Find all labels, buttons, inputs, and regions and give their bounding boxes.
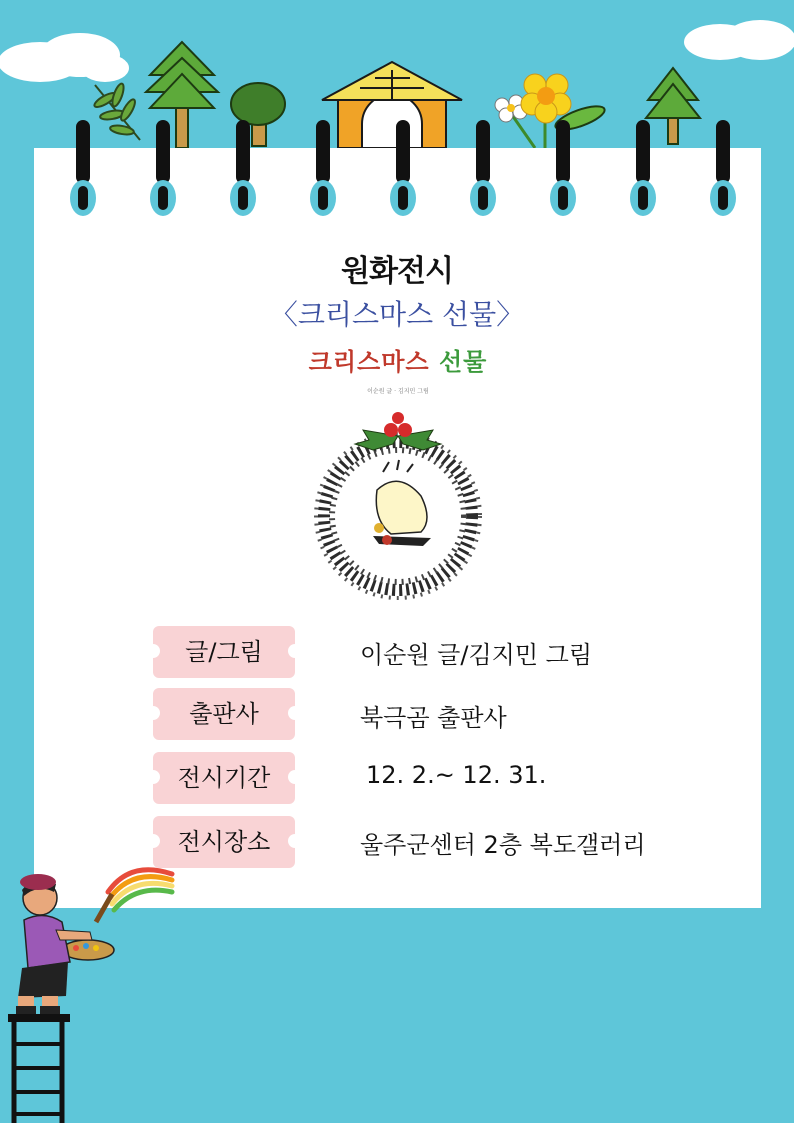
book-cover-title-part1: 크리스마스 [308, 348, 439, 376]
label-period: 전시기간 [153, 752, 295, 804]
book-cover-title [303, 342, 493, 377]
book-cover [303, 338, 493, 620]
painter-illustration [0, 850, 190, 1123]
fern-plant [93, 82, 140, 140]
book-cover-credit: 이순원 글 · 김지민 그림 [367, 388, 429, 395]
cloud-right [684, 20, 794, 60]
house [322, 62, 462, 148]
label-publisher: 출판사 [153, 688, 295, 740]
flowers [495, 74, 607, 148]
value-publisher: 북극곰 출판사 [360, 704, 507, 732]
value-period: 12. 2.~ 12. 31. [366, 761, 547, 789]
wreath-illustration [303, 400, 493, 620]
value-location: 울주군센터 2층 복도갤러리 [360, 831, 646, 859]
pine-tree-small [646, 68, 700, 144]
book-cover-title-part2: 선물 [438, 348, 488, 376]
value-author: 이순원 글/김지민 그림 [360, 641, 592, 669]
label-location: 전시장소 [153, 816, 295, 868]
poster-subtitle: 〈크리스마스 선물〉 [269, 298, 525, 331]
cloud-left [0, 33, 129, 82]
poster-title: 원화전시 [341, 254, 453, 289]
label-author: 글/그림 [153, 626, 295, 678]
